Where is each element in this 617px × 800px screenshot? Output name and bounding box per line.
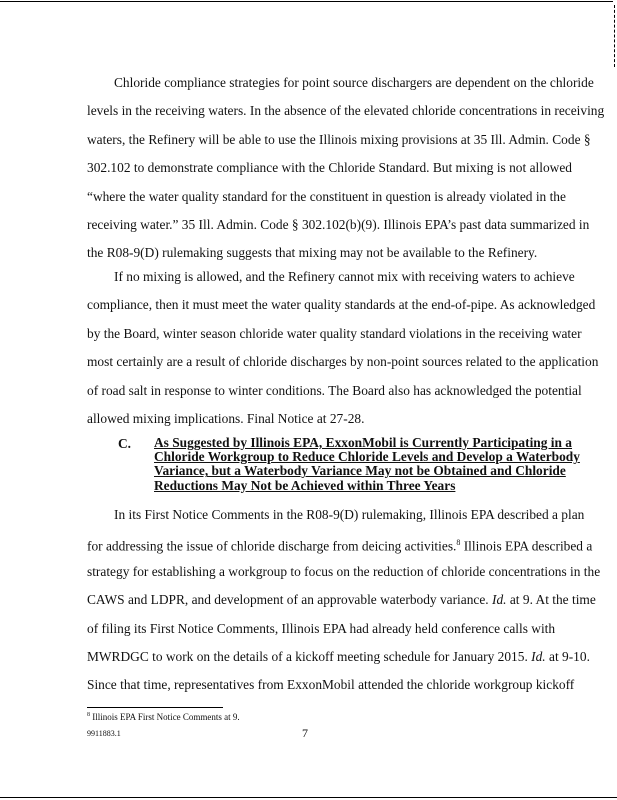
text-line: 302.102 to demonstrate compliance with the Chloride Standard. But mixing is not allowed: [87, 160, 572, 176]
text-segment: for addressing the issue of chloride discharge from deicing activities.: [87, 538, 457, 554]
text-line: If no mixing is allowed, and the Refinery cannot mix with receiving waters to achieve: [114, 269, 575, 284]
text-segment: at 9. At the time: [506, 592, 596, 608]
footnote-number: 8: [87, 712, 90, 718]
text-line: of road salt in response to winter conditions. The Board also has acknowledged the potential: [87, 382, 582, 398]
heading-line: Reductions May Not be Achieved within Three Years: [154, 477, 456, 493]
footnote-reference[interactable]: 8: [456, 538, 461, 548]
footnote-text: Illinois EPA First Notice Comments at 9.: [90, 712, 240, 722]
text-line: the R08-9(D) rulemaking suggests that mixing may not be available to the Refinery.: [87, 245, 538, 261]
citation-id: Id.: [531, 648, 546, 664]
text-segment: CAWS and LDPR, and development of an approvable waterbody variance.: [87, 592, 492, 608]
text-line: strategy for establishing a workgroup to focus on the reduction of chloride concentrations in the: [87, 563, 601, 579]
section-letter: C.: [118, 436, 132, 451]
text-line: allowed mixing implications. Final Notice at 27-28.: [87, 410, 365, 426]
document-id: 9911883.1: [87, 729, 121, 738]
footnote-separator: [87, 707, 223, 708]
footnote-8: [87, 712, 240, 722]
text-line: compliance, then it must meet the water quality standards at the end-of-pipe. As acknowledged: [87, 297, 596, 313]
page-bottom-border: [0, 797, 617, 798]
page-number: 7: [302, 726, 308, 740]
heading-line: Chloride Workgroup to Reduce Chloride Levels and Develop a Waterbody: [154, 449, 580, 465]
page-top-border: [0, 1, 613, 2]
paragraph-chloride-compliance: [87, 69, 605, 268]
text-segment: MWRDGC to work on the details of a kickoff meeting schedule for January 2015.: [87, 648, 532, 664]
text-line: [87, 529, 593, 557]
citation-id: Id.: [492, 592, 507, 608]
text-line: waters, the Refinery will be able to use the Illinois mixing provisions at 35 Ill. Admin. Code §: [87, 131, 591, 147]
paragraph-first-notice-comments: [87, 501, 601, 700]
text-segment: at 9-10.: [545, 648, 590, 664]
text-line: most certainly are a result of chloride discharges by non-point sources related to the application: [87, 354, 599, 370]
page-right-edge: [614, 5, 616, 67]
text-line: [87, 643, 590, 671]
text-line: “where the water quality standard for the constituent in question is already violated in the: [87, 188, 566, 204]
text-line: Chloride compliance strategies for point source dischargers are dependent on the chloride: [114, 75, 594, 90]
text-line: of filing its First Notice Comments, Illinois EPA had already held conference calls with: [87, 620, 556, 636]
text-line: In its First Notice Comments in the R08-9(D) rulemaking, Illinois EPA described a plan: [114, 507, 585, 522]
paragraph-no-mixing: [87, 263, 599, 433]
text-line: levels in the receiving waters. In the absence of the elevated chloride concentrations in receiving: [87, 103, 605, 119]
text-line: receiving water.” 35 Ill. Admin. Code § 302.102(b)(9). Illinois EPA’s past data summarized in: [87, 216, 590, 232]
text-line: Since that time, representatives from ExxonMobil attended the chloride workgroup kickoff: [87, 677, 575, 693]
heading-line: Variance, but a Waterbody Variance May not be Obtained and Chloride: [154, 463, 566, 479]
text-line: by the Board, winter season chloride water quality standard violations in the receiving water: [87, 325, 582, 341]
text-line: [87, 586, 596, 614]
heading-line: As Suggested by Illinois EPA, ExxonMobil is Currently Participating in a: [154, 435, 573, 450]
text-segment: Illinois EPA described a: [460, 538, 593, 554]
